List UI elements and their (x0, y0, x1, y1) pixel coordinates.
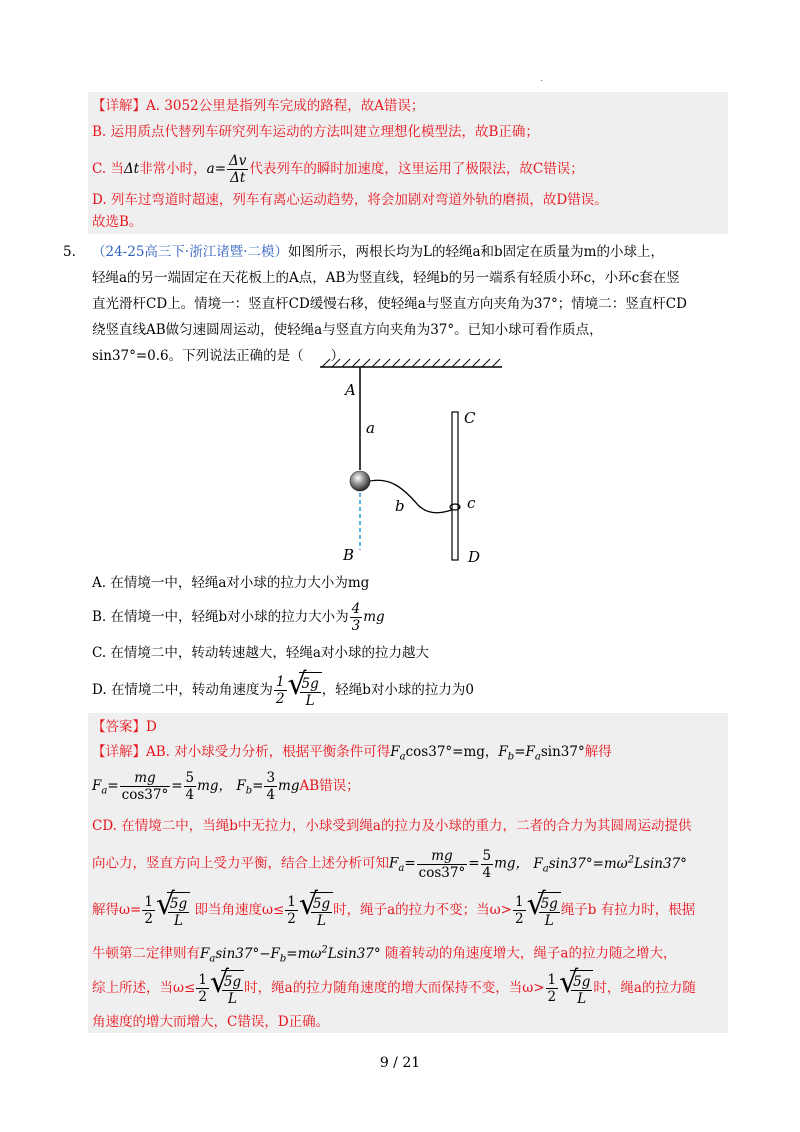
mg-2: mg (278, 778, 300, 794)
detail-text-3b: 非常小时， (139, 161, 207, 177)
label-a: a (366, 419, 375, 437)
answer-label: 【答案】D (92, 719, 157, 735)
label-b: b (395, 497, 405, 515)
Fb-sub: b (245, 785, 253, 797)
three-quarters (264, 770, 277, 803)
label-B: B (343, 546, 355, 564)
frac-numerator: 5 (185, 770, 195, 786)
question-line-3: 直光滑杆CD上。情境一：竖直杆CD缓慢右移，使轻绳a与竖直方向夹角为37°；情境二：竖直杆CD (92, 296, 687, 312)
frac-denominator: 3 (351, 618, 361, 634)
option-D-text: D. 在情境二中，转动角速度为 (92, 682, 273, 698)
option-A: A. 在情境一中，轻绳a对小球的拉力大小为mg (92, 575, 370, 591)
detail-line-5: 故选B。 (92, 214, 143, 230)
cd-text-5c: 时，绳a的拉力随 (593, 980, 696, 996)
mg-over-cos37 (120, 770, 171, 803)
detail-label: 【详解】 (92, 744, 146, 760)
rod-CD (452, 412, 458, 560)
detail-line-3 (92, 152, 584, 186)
answer-cd-line-5 (92, 965, 696, 1007)
Fb-symbol: F (236, 778, 246, 794)
cd-text-5b: 时，绳a的拉力随角速度的增大而保持不变，当ω> (244, 980, 545, 996)
frac-numerator: mg (120, 770, 171, 787)
cd-text-4a: 牛顿第二定律则有 (92, 945, 200, 962)
accel-symbol: a (206, 161, 215, 177)
Fa-sub: a (101, 785, 108, 797)
question-text-1: 如图所示，两根长均为L的轻绳a和b固定在质量为m的小球上， (288, 244, 664, 260)
answer-ab-line-1 (92, 740, 612, 764)
cd-text-3d: 绳子b 有拉力时，根据 (560, 902, 696, 918)
eq-centripetal: $F_a\sin 37^\circ=m\omega^2Lsin37^\circ$ (533, 854, 687, 875)
eq-sign: = (107, 778, 119, 794)
sqrt-5g-L-4: √ $\frac{5g}{L}$ (210, 968, 244, 1009)
frac-denominator: 4 (185, 787, 195, 803)
ab-solve: 解得 (584, 744, 612, 760)
half-3: $\frac{1}{2}$ (514, 894, 524, 927)
detail-text-1: A. 3052公里是指列车完成的路程，故A错误； (146, 98, 425, 114)
mg-3: mg， (494, 855, 530, 872)
detail-line-2: B. 运用质点代替列车研究列车运动的方法叫建立理想化模型法，故B正确； (92, 124, 539, 140)
frac-numerator: 5g (301, 676, 319, 692)
frac-numerator: 5 (482, 847, 492, 864)
rope-b (366, 480, 460, 513)
delta-fraction (227, 153, 248, 186)
detail-text-3c: 代表列车的瞬时加速度，这里运用了极限法，故C错误； (249, 161, 584, 177)
answer-cd-line-1: CD. 在情境二中，当绳b中无拉力，小球受到绳a的拉力及小球的重力，二者的合力为其圆周运动提供 (92, 818, 692, 834)
option-D-tail: ，轻绳b对小球的拉力为0 (321, 682, 474, 698)
frac-denominator: cos37° (121, 787, 169, 803)
eq-newton-2: $F_a\sin 37^\circ-F_b=m\omega^2Lsin37^\circ$ (200, 944, 381, 965)
question-line-5: sin37°=0.6。下列说法正确的是（ ） (92, 348, 345, 364)
option-B-fraction (350, 601, 363, 634)
frac-numerator: Δv (229, 153, 247, 169)
label-A: A (345, 381, 356, 399)
option-C: C. 在情境二中，转动转速越大，轻绳a对小球的拉力越大 (92, 645, 429, 661)
detail-label: 【详解】 (92, 98, 146, 114)
cd-text-3a: 解得ω= (92, 902, 142, 918)
frac-numerator: 4 (351, 601, 361, 617)
label-C: C (464, 409, 476, 427)
half-4: $\frac{1}{2}$ (198, 972, 207, 1005)
detail-line-1 (92, 96, 424, 116)
equals-sign: = (214, 161, 226, 177)
ceiling-hatching (322, 359, 500, 367)
answer-cd-line-6: 角速度的增大而增大，C错误，D正确。 (92, 1014, 330, 1030)
half-2: $\frac{1}{2}$ (287, 894, 296, 927)
half-1: $\frac{1}{2}$ (144, 894, 153, 927)
frac-denominator: 4 (266, 787, 276, 803)
ball (350, 471, 370, 491)
page-number: 9 / 21 (379, 1055, 421, 1071)
answer-ab-line-2: $F_a=$ $\frac{mg}{\cos 37^\circ}$ = $\frac{5}{4}$ mg， $F_b=$ $\frac{3}{4}$ mgAB错误； (92, 770, 360, 803)
label-c: c (467, 494, 476, 512)
page-mark: . (540, 74, 543, 84)
detail-line-4: D. 列车过弯道时超速，列车有离心运动趋势，将会加剧对弯道外轨的磨损，故D错误。 (92, 192, 608, 208)
physics-diagram (300, 355, 520, 570)
eq-Fa-cos: $F_a\cos 37^\circ=mg$， (390, 744, 499, 763)
cd-text-3c: 时，绳子a的拉力不变；当ω> (333, 902, 512, 918)
frac-denominator: 2 (275, 691, 285, 707)
mg-1: mg， (197, 778, 233, 794)
option-D-half (274, 674, 287, 707)
Fa-symbol: F (92, 778, 102, 794)
detail-text-3a: C. 当 (92, 161, 124, 177)
answer-cd-line-3 (92, 887, 696, 929)
option-D (92, 667, 474, 709)
question-line-1 (92, 242, 664, 262)
mg-over-cos37-2 (417, 848, 468, 881)
eq-Fb: $F_b=F_a\sin 37^\circ$ (498, 744, 585, 763)
frac-denominator: L (305, 693, 315, 709)
frac-denominator: cos37° (418, 864, 466, 881)
five-quarters (184, 770, 197, 803)
sqrt-5g-L-2: √ $\frac{5g}{L}$ (299, 890, 333, 931)
frac-denominator: 4 (482, 864, 492, 881)
answer-cd-line-2: 向心力，竖直方向上受力平衡，结合上述分析可知$F_a=$ $\frac{mg}{\cos 37^\circ}$ = $\frac{5}{4}$ mg， $F_a\sin 37^\circ=m\omega^2Lsin37^\circ$ (92, 847, 687, 881)
cd-text-2: 向心力，竖直方向上受力平衡，结合上述分析可知 (92, 855, 389, 872)
cd-text-4b: 随着转动的角速度增大，绳子a的拉力随之增大， (384, 945, 677, 962)
frac-numerator: 3 (266, 770, 276, 786)
question-line-2: 轻绳a的另一端固定在天花板上的A点，AB为竖直线，轻绳b的另一端系有轻质小环c，小环c套在竖 (92, 270, 680, 286)
option-B (92, 600, 385, 634)
question-line-4: 绕竖直线AB做匀速圆周运动，使轻绳a与竖直方向夹角为37°。已知小球可看作质点， (92, 322, 603, 338)
option-B-text: B. 在情境一中，轻绳b对小球的拉力大小为 (92, 609, 349, 625)
half-5: $\frac{1}{2}$ (547, 972, 557, 1005)
frac-denominator: Δt (230, 170, 246, 186)
label-D: D (468, 548, 481, 566)
ab-text: AB. 对小球受力分析，根据平衡条件可得 (146, 744, 391, 760)
ab-wrong: AB错误； (299, 778, 360, 794)
cd-text-3b: 即当角速度ω≤ (194, 902, 285, 918)
option-D-sqrt: √ $\frac{5g}{L}$ (288, 670, 322, 711)
sqrt-5g-L-3: √ $\frac{5g}{L}$ (527, 890, 561, 931)
frac-numerator: mg (417, 848, 468, 865)
frac-numerator: 1 (275, 674, 285, 690)
question-number: 5. (63, 244, 76, 260)
five-quarters-2 (481, 848, 494, 881)
sqrt-5g-L-5: √ $\frac{5g}{L}$ (559, 968, 593, 1009)
cd-text-5a: 综上所述，当ω≤ (92, 980, 196, 996)
delta-t-symbol: Δt (123, 161, 140, 177)
question-source: （24-25高三下·浙江诸暨·二模） (92, 244, 289, 260)
sqrt-5g-L-1: √ $\frac{5g}{L}$ (156, 890, 190, 931)
answer-cd-line-4 (92, 938, 677, 965)
option-B-mg: mg (363, 609, 385, 625)
